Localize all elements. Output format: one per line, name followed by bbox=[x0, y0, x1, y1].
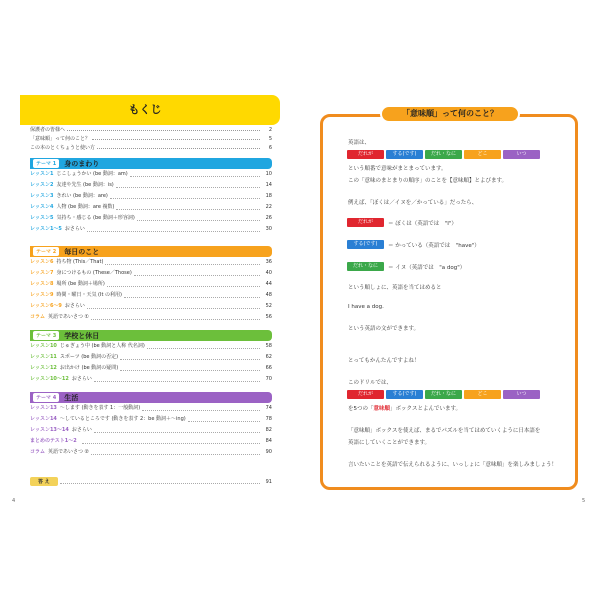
lesson-title: おさらい bbox=[64, 226, 85, 232]
lesson-label: レッスン14 bbox=[30, 416, 57, 422]
lesson-title: 英語であいさつ ① bbox=[47, 314, 90, 320]
lesson-label: レッスン10〜12 bbox=[30, 376, 69, 382]
example-sentence: I have a dog. bbox=[348, 304, 384, 310]
dot-leader bbox=[130, 172, 260, 177]
mapping-2 bbox=[347, 240, 480, 249]
lesson-row bbox=[30, 447, 272, 458]
box-line-red: 意味順 bbox=[373, 406, 391, 412]
lesson-row bbox=[30, 257, 272, 268]
theme-bar bbox=[30, 158, 272, 169]
meaning-order-chip: どこ bbox=[464, 390, 501, 399]
toc-intro-item bbox=[30, 144, 272, 153]
dot-leader bbox=[60, 479, 260, 484]
lesson-row bbox=[30, 374, 272, 385]
lesson-title: おさらい bbox=[71, 427, 92, 433]
lesson-title: 〜しているところです (動きを表す 2：be 動詞＋〜ing) bbox=[59, 416, 186, 422]
lesson-page: 62 bbox=[265, 354, 272, 360]
explanation-title: 「意味順」って何のこと？ bbox=[380, 105, 520, 123]
lesson-page: 58 bbox=[265, 343, 272, 349]
lesson-label: レッスン3 bbox=[30, 193, 54, 199]
dot-leader bbox=[137, 216, 260, 221]
lesson-title: 人物 (be 動詞：are 複数) bbox=[56, 204, 115, 210]
theme-bar bbox=[30, 246, 272, 257]
lesson-page: 48 bbox=[265, 292, 272, 298]
dot-leader bbox=[110, 194, 260, 199]
lesson-row bbox=[30, 425, 272, 436]
lesson-label: レッスン12 bbox=[30, 365, 57, 371]
theme-block bbox=[30, 158, 272, 235]
meaning-order-chip: だれが bbox=[347, 150, 384, 159]
sentence-line: という英語の文ができます。 bbox=[348, 326, 420, 332]
lesson-label: レッスン13 bbox=[30, 405, 57, 411]
theme-bar bbox=[30, 392, 272, 403]
dot-leader bbox=[92, 136, 260, 140]
example-intro: 例えば、「ぼくは／イヌを／かっている」だったら、 bbox=[348, 200, 478, 206]
theme-bar bbox=[30, 330, 272, 341]
lesson-row bbox=[30, 213, 272, 224]
lesson-label: レッスン9 bbox=[30, 292, 54, 298]
answers-tag: 答 え bbox=[30, 477, 58, 486]
map2-chip: する(です) bbox=[347, 240, 384, 249]
lesson-row bbox=[30, 268, 272, 279]
dot-leader bbox=[107, 282, 260, 287]
lesson-label: レッスン6〜9 bbox=[30, 303, 62, 309]
lesson-row bbox=[30, 341, 272, 352]
meaning-order-chip: いつ bbox=[503, 390, 540, 399]
drill-line: このドリルでは、 bbox=[348, 380, 393, 386]
lesson-page: 82 bbox=[265, 427, 272, 433]
lesson-title: おさらい bbox=[71, 376, 92, 382]
map3-text: ＝ イヌ（英語では "a dog"） bbox=[388, 264, 466, 271]
dot-leader bbox=[94, 377, 260, 382]
lesson-label: レッスン5 bbox=[30, 215, 54, 221]
lesson-row bbox=[30, 224, 272, 235]
easy-line: とってもかんたんですよね！ bbox=[348, 358, 420, 364]
lesson-label: コラム bbox=[30, 449, 45, 455]
lesson-title: 時間・曜日・天気 (It の利用) bbox=[56, 292, 122, 298]
map1-text: ＝ ぼくは（英語では "I"） bbox=[388, 220, 457, 227]
lesson-title: スポーツ (be 動詞の否定) bbox=[59, 354, 119, 360]
lesson-row bbox=[30, 191, 272, 202]
chip-row-1 bbox=[347, 150, 540, 159]
lesson-page: 44 bbox=[265, 281, 272, 287]
toc-intro-item bbox=[30, 126, 272, 135]
dot-leader bbox=[97, 145, 260, 149]
lesson-row bbox=[30, 301, 272, 312]
dot-leader bbox=[105, 260, 260, 265]
theme-block bbox=[30, 392, 272, 458]
lesson-page: 90 bbox=[265, 449, 272, 455]
map1-chip: だれが bbox=[347, 218, 384, 227]
dot-leader bbox=[188, 417, 260, 422]
lesson-page: 26 bbox=[265, 215, 272, 221]
dot-leader bbox=[87, 227, 260, 232]
lesson-row bbox=[30, 202, 272, 213]
order-line: という順番で意味がまとまっています。 bbox=[348, 166, 447, 172]
theme-tag: テーマ 3 bbox=[33, 331, 59, 340]
lesson-label: レッスン10 bbox=[30, 343, 57, 349]
theme-name: 身のまわり bbox=[64, 159, 100, 168]
theme-tag: テーマ 4 bbox=[33, 393, 59, 402]
lesson-title: 場所 (be 動詞＋場所) bbox=[56, 281, 105, 287]
box-line-pre: を5つの「 bbox=[348, 406, 374, 412]
dot-leader bbox=[120, 355, 260, 360]
theme-name: 学校と休日 bbox=[64, 331, 100, 340]
lesson-title: 身につけるもの (These／Those) bbox=[56, 270, 132, 276]
dot-leader bbox=[134, 271, 260, 276]
lesson-label: レッスン4 bbox=[30, 204, 54, 210]
lesson-page: 10 bbox=[265, 171, 272, 177]
toc-intro-item bbox=[30, 135, 272, 144]
toc-intro-text: この本のとくちょうと使い方 bbox=[30, 145, 96, 151]
lesson-label: レッスン1 bbox=[30, 171, 54, 177]
lesson-title: 英語であいさつ ② bbox=[47, 449, 90, 455]
lesson-page: 14 bbox=[265, 182, 272, 188]
lesson-label: レッスン7 bbox=[30, 270, 54, 276]
mapping-3 bbox=[347, 262, 465, 271]
toc-intro-page: 2 bbox=[268, 127, 272, 133]
lesson-label: レッスン2 bbox=[30, 182, 54, 188]
dot-leader bbox=[67, 127, 260, 131]
intro-line: 英語は、 bbox=[348, 140, 371, 146]
lesson-title: じこしょうかい (be 動詞：am) bbox=[56, 171, 128, 177]
lesson-page: 22 bbox=[265, 204, 272, 210]
toc-title: もくじ bbox=[128, 103, 162, 116]
theme-name: 毎日のこと bbox=[64, 247, 100, 256]
dot-leader bbox=[116, 205, 260, 210]
lesson-page: 18 bbox=[265, 193, 272, 199]
lesson-page: 56 bbox=[265, 314, 272, 320]
box-line-post: 」ボックスとよんでいます。 bbox=[390, 406, 462, 412]
theme-name: 生活 bbox=[64, 393, 79, 402]
theme-tag: テーマ 2 bbox=[33, 247, 59, 256]
lesson-row bbox=[30, 279, 272, 290]
answers-row bbox=[30, 476, 272, 487]
lesson-title: 持ち物 (This／That) bbox=[56, 259, 104, 265]
lesson-page: 40 bbox=[265, 270, 272, 276]
dot-leader bbox=[94, 428, 260, 433]
meaning-order-chip: する(です) bbox=[386, 150, 423, 159]
lesson-row bbox=[30, 363, 272, 374]
dot-leader bbox=[91, 450, 260, 455]
lesson-page: 66 bbox=[265, 365, 272, 371]
lesson-row bbox=[30, 312, 272, 323]
dot-leader bbox=[120, 366, 260, 371]
theme-block bbox=[30, 330, 272, 385]
meaning-order-chip: だれが bbox=[347, 390, 384, 399]
dot-leader bbox=[147, 344, 260, 349]
meaning-order-chip: だれ・なに bbox=[425, 390, 462, 399]
dot-leader bbox=[91, 315, 260, 320]
box-line bbox=[348, 404, 461, 412]
dot-leader bbox=[116, 183, 260, 188]
lesson-label: レッスン13〜14 bbox=[30, 427, 69, 433]
toc-intro bbox=[30, 126, 272, 153]
toc-intro-text: 「意味順」って何のこと？ bbox=[30, 136, 91, 142]
toc-intro-page: 6 bbox=[268, 145, 272, 151]
lesson-label: レッスン6 bbox=[30, 259, 54, 265]
use-line-1: 「意味順」ボックスを使えば、まるでパズルを当てはめていくように日本語を bbox=[348, 428, 541, 434]
lesson-title: きれい (be 動詞：are) bbox=[56, 193, 108, 199]
theme-block bbox=[30, 246, 272, 323]
lesson-label: レッスン1〜5 bbox=[30, 226, 62, 232]
lesson-page: 84 bbox=[265, 438, 272, 444]
lesson-label: まとめのテスト1〜2 bbox=[30, 438, 77, 444]
lesson-row bbox=[30, 414, 272, 425]
lesson-title: じゅぎょう中 (be 動詞と人称 代名詞) bbox=[59, 343, 145, 349]
lesson-title: 〜します (動きを表す 1：一般動詞) bbox=[59, 405, 141, 411]
lesson-row bbox=[30, 180, 272, 191]
lesson-row bbox=[30, 169, 272, 180]
meaning-order-chip: する(です) bbox=[386, 390, 423, 399]
meaning-order-chip: どこ bbox=[464, 150, 501, 159]
meaning-order-chip: いつ bbox=[503, 150, 540, 159]
lesson-page: 70 bbox=[265, 376, 272, 382]
lesson-title: お出かけ (be 動詞の疑問) bbox=[59, 365, 119, 371]
lesson-page: 30 bbox=[265, 226, 272, 232]
lesson-label: コラム bbox=[30, 314, 45, 320]
lesson-label: レッスン11 bbox=[30, 354, 57, 360]
lesson-row bbox=[30, 352, 272, 363]
left-page-number: 4 bbox=[12, 498, 16, 504]
lesson-title: 友達や先生 (be 動詞：is) bbox=[56, 182, 114, 188]
lesson-title: おさらい bbox=[64, 303, 85, 309]
lesson-row bbox=[30, 290, 272, 301]
lesson-row bbox=[30, 403, 272, 414]
mapping-1 bbox=[347, 218, 457, 227]
lesson-label: レッスン8 bbox=[30, 281, 54, 287]
dot-leader bbox=[142, 406, 260, 411]
use-line-2: 英語にしていくことができます。 bbox=[348, 440, 431, 446]
toc-intro-page: 5 bbox=[268, 136, 272, 142]
lesson-page: 52 bbox=[265, 303, 272, 309]
dot-leader bbox=[82, 439, 260, 444]
apply-line: という順しょに、英語を当てはめると bbox=[348, 285, 442, 291]
answers-page: 91 bbox=[265, 478, 272, 485]
lesson-title: 気持ち・感じる (be 動詞＋形容詞) bbox=[56, 215, 135, 221]
lesson-page: 74 bbox=[265, 405, 272, 411]
right-page-number: 5 bbox=[582, 498, 586, 504]
lesson-row bbox=[30, 436, 272, 447]
meaning-order-chip: だれ・なに bbox=[425, 150, 462, 159]
chip-row-2 bbox=[347, 390, 540, 399]
dot-leader bbox=[87, 304, 260, 309]
call-line: この「意味のまとまりの順序」のことを【意味順】とよびます。 bbox=[348, 178, 508, 184]
toc-header bbox=[20, 95, 280, 125]
last-line: 言いたいことを英語で伝えられるように、いっしょに「意味順」を楽しみましょう！ bbox=[348, 462, 558, 468]
map2-text: ＝ かっている（英語では "have"） bbox=[388, 242, 480, 249]
theme-tag: テーマ 1 bbox=[33, 159, 59, 168]
toc-intro-text: 保護者の皆様へ bbox=[30, 127, 66, 133]
dot-leader bbox=[124, 293, 260, 298]
lesson-page: 78 bbox=[265, 416, 272, 422]
map3-chip: だれ・なに bbox=[347, 262, 384, 271]
lesson-page: 36 bbox=[265, 259, 272, 265]
